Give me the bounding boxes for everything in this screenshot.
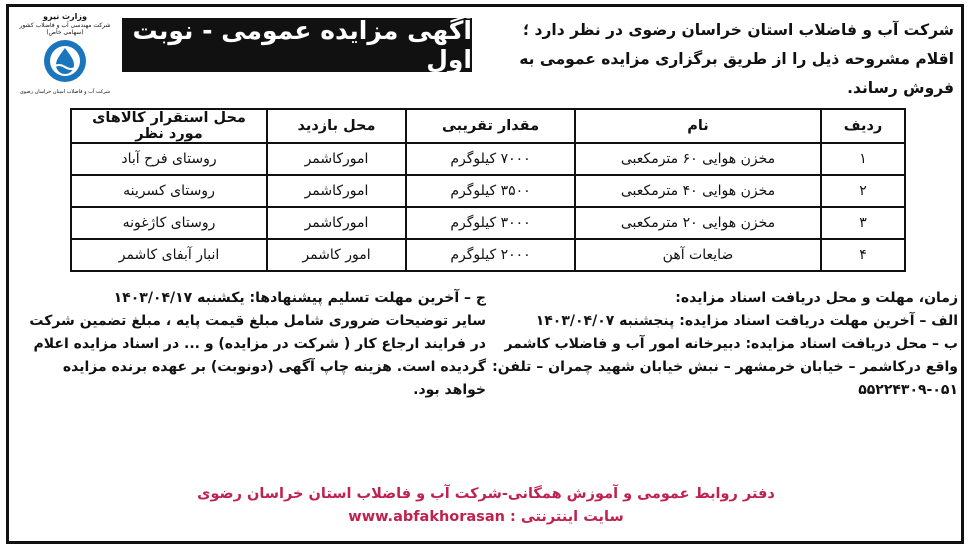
items-table: [70, 108, 906, 272]
deadline-receive-docs: الف – آخرین مهلت دریافت اسناد مزایده: پنجشنبه ۱۴۰۳/۰۴/۰۷: [535, 313, 958, 329]
ad-footer: [0, 482, 972, 528]
cell-name: مخزن هوایی ۲۰ مترمکعبی: [575, 207, 821, 239]
other-notes-text: سایر توضیحات ضروری شامل مبلغ قیمت پایه ، مبلغ تضمین شرکت در فرایند ارجاع کار ( شرکت در مزایده) و ... در اسناد مزایده اعلام گردیده است. هزینه چاپ آگهی (دونوبت) بر عهده برنده مزایده خواهد بود.: [29, 313, 486, 398]
website-line: [0, 506, 972, 528]
cell-visit-location: امور کاشمر: [267, 239, 406, 271]
cell-row-number: ۱: [821, 143, 905, 175]
cell-visit-location: امورکاشمر: [267, 175, 406, 207]
website-label: سایت اینترنتی :: [510, 509, 624, 525]
table-row: [71, 207, 905, 239]
cell-quantity: ۳۵۰۰ کیلوگرم: [406, 175, 575, 207]
details-heading: زمان، مهلت و محل دریافت اسناد مزایده:: [675, 290, 958, 306]
cell-storage-location: روستای کسرینه: [71, 175, 267, 207]
website-link[interactable]: www.abfakhorasan: [348, 509, 505, 525]
ad-title-banner: آگهی مزایده عمومی - نوبت اول: [122, 18, 472, 72]
col-header-row-number: ردیف: [821, 109, 905, 143]
col-header-name: نام: [575, 109, 821, 143]
logo-ministry-text: وزارت نیرو: [43, 12, 87, 21]
details-left-column: [20, 287, 486, 402]
cell-row-number: ۲: [821, 175, 905, 207]
cell-quantity: ۲۰۰۰ کیلوگرم: [406, 239, 575, 271]
docs-location-text: ب – محل دریافت اسناد مزایده: دبیرخانه امور آب و فاضلاب کاشمر واقع درکاشمر – خیابان خرمشهر – نبش خیابان شهید چمران – تلفن: ۰۵۱-۵۵۲۲۴۳۰۹: [492, 336, 958, 398]
cell-name: مخزن هوایی ۶۰ مترمکعبی: [575, 143, 821, 175]
table-row: [71, 143, 905, 175]
cell-storage-location: روستای فرح آباد: [71, 143, 267, 175]
cell-visit-location: امورکاشمر: [267, 207, 406, 239]
details-right-column: [490, 287, 958, 402]
logo-province-text: شرکت آب و فاضلاب استان خراسان رضوی: [19, 89, 111, 95]
cell-visit-location: امورکاشمر: [267, 143, 406, 175]
cell-storage-location: انبار آبفای کاشمر: [71, 239, 267, 271]
ad-intro-text: شرکت آب و فاضلاب استان خراسان رضوی در نظر دارد ؛ اقلام مشروحه ذیل را از طریق برگزاری مزایده عمومی به فروش رساند.: [519, 21, 954, 97]
deadline-submit-offers: ج – آخرین مهلت تسلیم پیشنهادها: یکشنبه ۱۴۰۳/۰۴/۱۷: [113, 290, 486, 306]
table-row: [71, 175, 905, 207]
logo-company-text: شرکت مهندسی آب و فاضلاب کشور (سهامی خاص): [19, 22, 111, 36]
cell-quantity: ۳۰۰۰ کیلوگرم: [406, 207, 575, 239]
cell-quantity: ۷۰۰۰ کیلوگرم: [406, 143, 575, 175]
cell-name: ضایعات آهن: [575, 239, 821, 271]
col-header-quantity: مقدار تقریبی: [406, 109, 575, 143]
table-header-row: [71, 109, 905, 143]
ad-header: [12, 10, 960, 96]
cell-row-number: ۴: [821, 239, 905, 271]
public-relations-line: دفتر روابط عمومی و آموزش همگانی-شرکت آب و فاضلاب استان خراسان رضوی: [197, 486, 775, 502]
company-logo: [14, 12, 116, 96]
col-header-storage-location: محل استقرار کالاهای مورد نظر: [71, 109, 267, 143]
cell-name: مخزن هوایی ۴۰ مترمکعبی: [575, 175, 821, 207]
cell-row-number: ۳: [821, 207, 905, 239]
cell-storage-location: روستای کاژغونه: [71, 207, 267, 239]
table-row: [71, 239, 905, 271]
col-header-visit-location: محل بازدید: [267, 109, 406, 143]
water-drop-emblem-icon: [42, 38, 88, 84]
